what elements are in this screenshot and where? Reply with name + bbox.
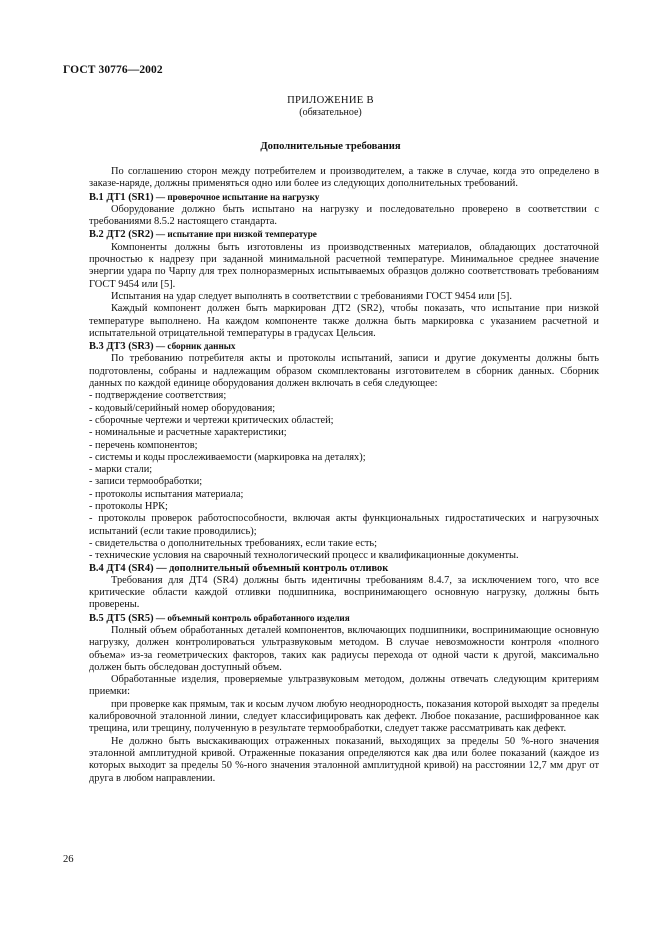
heading-b4-name: — дополнительный объемный контроль отливок xyxy=(153,562,389,574)
b2-paragraph-1: Компоненты должны быть изготовлены из производственных материалов, обладающих достаточной прочностью к надрезу при заданной минимальной расчетной температуре. Минимальное среднее значение энергии удара по Чарпу для трех полноразмерных испытываемых образцов должно соответствовать требованиям ГОСТ 9454 или [5]. xyxy=(89,241,599,290)
heading-b2-code: В.2 ДТ2 (SR2) xyxy=(89,229,154,241)
heading-b2 xyxy=(89,228,599,241)
heading-b3-name: — сборник данных xyxy=(153,341,236,352)
heading-b5 xyxy=(89,612,599,625)
list-item: - сборочные чертежи и чертежи критических областей; xyxy=(89,414,334,426)
b4-paragraph: Требования для ДТ4 (SR4) должны быть идентичны требованиям 8.4.7, за исключением того, что все критические области каждой отливки подшипника, воспринимающего основную нагрузку, должны быть проверены. xyxy=(89,574,599,611)
appendix-label: ПРИЛОЖЕНИЕ В xyxy=(287,95,374,106)
list-item: - технические условия на сварочный технологический процесс и квалификационные документы. xyxy=(89,550,519,562)
b5-paragraph-1: Полный объем обработанных деталей компонентов, включающих подшипники, воспринимающие основную нагрузку, должен контролироваться ультразвуковым методом. В случае невозможности контроля «полного объема» из-за геометрических факторов, таких как радиусы перехода от одной части к другой, максимально должен быть обследован доступный объем. xyxy=(89,624,599,673)
heading-b5-code: В.5 ДТ5 (SR5) xyxy=(89,612,154,624)
list-item: - протоколы испытания материала; xyxy=(89,488,244,500)
list-item: - свидетельства о дополнительных требованиях, если такие есть; xyxy=(89,537,378,549)
heading-b3-code: В.3 ДТ3 (SR3) xyxy=(89,341,154,353)
heading-b2-name: — испытание при низкой температуре xyxy=(153,229,317,240)
list-item: - системы и коды прослеживаемости (маркировка на деталях); xyxy=(89,451,366,463)
heading-b5-name: — объемный контроль обработанного изделия xyxy=(153,612,350,623)
list-item: - марки стали; xyxy=(89,464,153,476)
b2-paragraph-3: Каждый компонент должен быть маркирован ДТ2 (SR2), чтобы показать, что испытание при низкой температуре выполнено. На каждом компоненте также должна быть маркировка с указанием расчетной и испытательной отрицательной температуры в градусах Цельсия. xyxy=(89,303,599,339)
heading-b1 xyxy=(89,191,599,204)
list-item: - номинальные и расчетные характеристики; xyxy=(89,427,287,439)
heading-b3 xyxy=(89,340,599,353)
intro-paragraph: По соглашению сторон между потребителем и производителем, а также в случае, когда это определено в заказе-наряде, должны применяться одно или более из следующих дополнительных требований. xyxy=(89,166,599,190)
list-item: - кодовый/серийный номер оборудования; xyxy=(89,402,276,414)
standard-code-header: ГОСТ 30776—2002 xyxy=(63,64,163,76)
list-item: - подтверждение соответствия; xyxy=(89,390,227,402)
heading-b4 xyxy=(89,563,599,575)
list-item: - протоколы проверок работоспособности, включая акты функциональных гидростатических и нагрузочных испытаний (если такие проводились); xyxy=(89,513,599,537)
page-number: 26 xyxy=(63,854,74,865)
b5-paragraph-4: Не должно быть выскакивающих отраженных показаний, выходящих за пределы 50 %-ного значения эталонной амплитудной кривой. Отраженные показания определяются как два или более показаний (каждое из которых выходит за пределы 50 %-ного значения эталонной амплитудной кривой) на расстоянии 12,7 мм друг от друга в любом направлении. xyxy=(89,735,599,784)
list-item: - перечень компонентов; xyxy=(89,439,198,451)
b1-paragraph: Оборудование должно быть испытано на нагрузку и последовательно проверено в соответствии с требованиями 8.5.2 настоящего стандарта. xyxy=(89,203,599,228)
b2-paragraph-2: Испытания на удар следует выполнять в соответствии с требованиями ГОСТ 9454 или [5]. xyxy=(111,290,512,302)
section-title: Дополнительные требования xyxy=(260,141,401,152)
list-item: - записи термообработки; xyxy=(89,476,203,488)
list-item: - протоколы НРК; xyxy=(89,501,168,513)
heading-b1-code: В.1 ДТ1 (SR1) xyxy=(89,191,154,203)
b5-paragraph-2: Обработанные изделия, проверяемые ультразвуковым методом, должны отвечать следующим критериям приемки: xyxy=(89,674,599,698)
heading-b1-name: — проверочное испытание на нагрузку xyxy=(153,191,320,202)
b3-paragraph-1: По требованию потребителя акты и протоколы испытаний, записи и другие документы должны быть подготовлены, собраны и надлежащим образом скомплектованы изготовителем в сборник данных. Сборник данных по каждой единице оборудования должен включать в себя следующее: xyxy=(89,353,599,390)
document-body xyxy=(89,166,599,785)
appendix-heading xyxy=(0,95,661,119)
appendix-status: (обязательное) xyxy=(299,107,362,118)
b5-paragraph-3: при проверке как прямым, так и косым лучом любую неоднородность, показания которой выходят за пределы калибровочной эталонной линии, следует классифицировать как дефект. Любое показание, расшифрованное как трещина, или трещину, полученную в результате термообработки, следует также рассматривать как дефект. xyxy=(89,698,599,735)
heading-b4-code: В.4 ДТ4 (SR4) xyxy=(89,562,154,574)
